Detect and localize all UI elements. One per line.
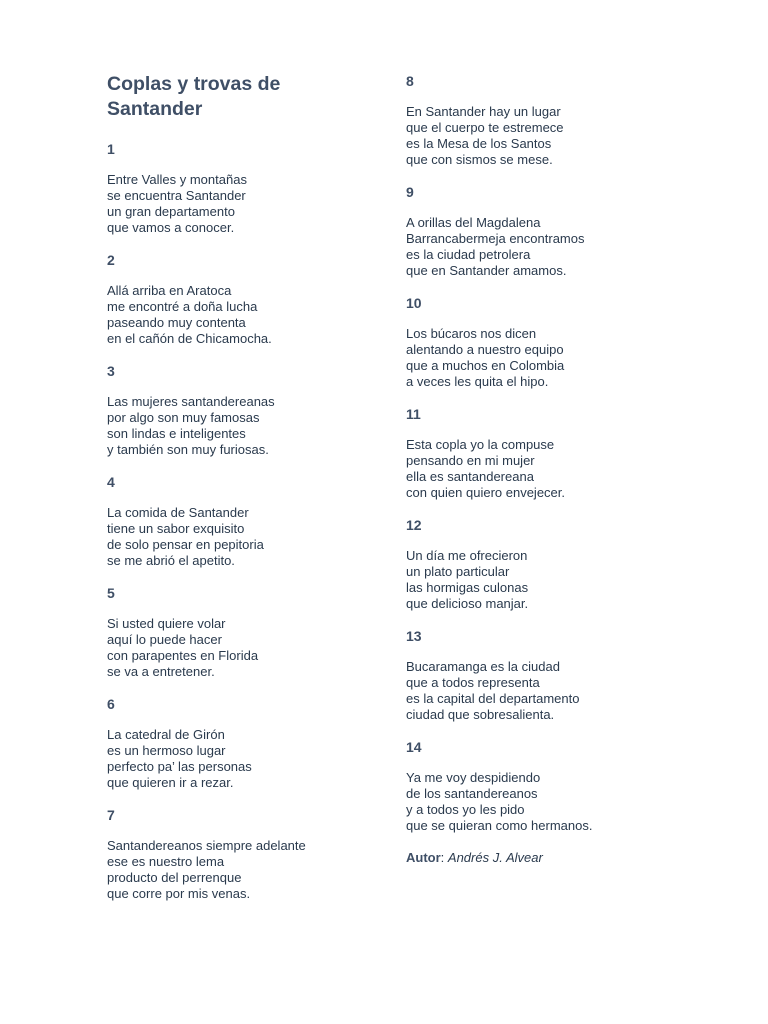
verse-line: ella es santandereana bbox=[406, 469, 534, 484]
verse-line: por algo son muy famosas bbox=[107, 410, 260, 425]
verse-line: se encuentra Santander bbox=[107, 188, 246, 203]
left-column bbox=[107, 72, 367, 918]
stanza-number: 5 bbox=[107, 585, 115, 601]
stanza-number: 7 bbox=[107, 807, 115, 823]
verse-line: es un hermoso lugar bbox=[107, 743, 226, 758]
verse-line: La comida de Santander bbox=[107, 505, 249, 520]
stanza-number: 14 bbox=[406, 739, 422, 755]
stanza-lines bbox=[406, 104, 726, 168]
stanza-number: 13 bbox=[406, 628, 422, 644]
verse-line: paseando muy contenta bbox=[107, 315, 246, 330]
verse-line: tiene un sabor exquisito bbox=[107, 521, 245, 536]
verse-line: Ya me voy despidiendo bbox=[406, 770, 541, 785]
stanza bbox=[406, 73, 726, 168]
author-separator: : bbox=[440, 850, 448, 865]
verse-line: de solo pensar en pepitoria bbox=[107, 537, 264, 552]
stanza-number: 3 bbox=[107, 363, 115, 379]
verse-line: es la Mesa de los Santos bbox=[406, 136, 552, 151]
stanza-number: 10 bbox=[406, 295, 422, 311]
verse-line: que vamos a conocer. bbox=[107, 220, 235, 235]
verse-line: Santandereanos siempre adelante bbox=[107, 838, 306, 853]
verse-line: Barrancabermeja encontramos bbox=[406, 231, 585, 246]
verse-line: son lindas e inteligentes bbox=[107, 426, 246, 441]
verse-line: A orillas del Magdalena bbox=[406, 215, 541, 230]
verse-line: Los búcaros nos dicen bbox=[406, 326, 537, 341]
stanza bbox=[406, 406, 726, 501]
stanza bbox=[107, 807, 367, 902]
verse-line: que quieren ir a rezar. bbox=[107, 775, 234, 790]
author-credit bbox=[406, 850, 726, 866]
stanza bbox=[406, 295, 726, 390]
verse-line: producto del perrenque bbox=[107, 870, 242, 885]
verse-line: que corre por mis venas. bbox=[107, 886, 251, 901]
verse-line: Si usted quiere volar bbox=[107, 616, 226, 631]
verse-line: que con sismos se mese. bbox=[406, 152, 553, 167]
stanza bbox=[107, 363, 367, 458]
stanza-lines bbox=[406, 326, 726, 390]
right-column bbox=[406, 72, 726, 866]
stanza-lines bbox=[406, 437, 726, 501]
stanza-lines bbox=[107, 838, 367, 902]
verse-line: se me abrió el apetito. bbox=[107, 553, 235, 568]
stanza-lines bbox=[406, 770, 726, 834]
stanza-number: 2 bbox=[107, 252, 115, 268]
verse-line: es la ciudad petrolera bbox=[406, 247, 531, 262]
verse-line: es la capital del departamento bbox=[406, 691, 580, 706]
verse-line: La catedral de Girón bbox=[107, 727, 225, 742]
page-title: Coplas y trovas de Santander bbox=[107, 73, 281, 120]
verse-line: con quien quiero envejecer. bbox=[406, 485, 566, 500]
verse-line: alentando a nuestro equipo bbox=[406, 342, 564, 357]
right-stanza-list bbox=[406, 73, 726, 834]
stanza-lines bbox=[107, 172, 367, 236]
verse-line: que se quieran como hermanos. bbox=[406, 818, 593, 833]
verse-line: que delicioso manjar. bbox=[406, 596, 529, 611]
stanza bbox=[107, 141, 367, 236]
verse-line: pensando en mi mujer bbox=[406, 453, 535, 468]
verse-line: un plato particular bbox=[406, 564, 510, 579]
stanza-lines bbox=[107, 283, 367, 347]
verse-line: a veces les quita el hipo. bbox=[406, 374, 549, 389]
stanza bbox=[406, 628, 726, 723]
verse-line: que en Santander amamos. bbox=[406, 263, 567, 278]
stanza-number: 12 bbox=[406, 517, 422, 533]
verse-line: En Santander hay un lugar bbox=[406, 104, 561, 119]
verse-line: y también son muy furiosas. bbox=[107, 442, 269, 457]
author-name: Andrés J. Alvear bbox=[447, 850, 543, 865]
stanza bbox=[406, 184, 726, 279]
verse-line: Entre Valles y montañas bbox=[107, 172, 247, 187]
stanza-lines bbox=[107, 394, 367, 458]
author-label: Autor bbox=[406, 850, 441, 865]
verse-line: que a todos representa bbox=[406, 675, 540, 690]
stanza-number: 1 bbox=[107, 141, 115, 157]
verse-line: con parapentes en Florida bbox=[107, 648, 259, 663]
verse-line: ciudad que sobresalienta. bbox=[406, 707, 555, 722]
stanza-lines bbox=[107, 505, 367, 569]
stanza bbox=[107, 585, 367, 680]
stanza bbox=[107, 252, 367, 347]
verse-line: Allá arriba en Aratoca bbox=[107, 283, 232, 298]
verse-line: ese es nuestro lema bbox=[107, 854, 225, 869]
stanza-number: 4 bbox=[107, 474, 115, 490]
verse-line: perfecto pa’ las personas bbox=[107, 759, 252, 774]
stanza-number: 8 bbox=[406, 73, 414, 89]
verse-line: que el cuerpo te estremece bbox=[406, 120, 564, 135]
stanza-lines bbox=[406, 215, 726, 279]
verse-line: Bucaramanga es la ciudad bbox=[406, 659, 560, 674]
verse-line: Las mujeres santandereanas bbox=[107, 394, 275, 409]
stanza bbox=[107, 474, 367, 569]
left-stanza-list bbox=[107, 141, 367, 902]
verse-line: en el cañón de Chicamocha. bbox=[107, 331, 272, 346]
verse-line: las hormigas culonas bbox=[406, 580, 529, 595]
stanza bbox=[107, 696, 367, 791]
verse-line: se va a entretener. bbox=[107, 664, 215, 679]
verse-line: Esta copla yo la compuse bbox=[406, 437, 555, 452]
verse-line: que a muchos en Colombia bbox=[406, 358, 565, 373]
verse-line: de los santandereanos bbox=[406, 786, 538, 801]
verse-line: Un día me ofrecieron bbox=[406, 548, 528, 563]
stanza-lines bbox=[107, 727, 367, 791]
stanza bbox=[406, 517, 726, 612]
stanza-number: 6 bbox=[107, 696, 115, 712]
verse-line: me encontré a doña lucha bbox=[107, 299, 258, 314]
verse-line: y a todos yo les pido bbox=[406, 802, 525, 817]
stanza-number: 11 bbox=[406, 406, 421, 422]
stanza-lines bbox=[406, 548, 726, 612]
stanza-lines bbox=[406, 659, 726, 723]
stanza bbox=[406, 739, 726, 834]
verse-line: aquí lo puede hacer bbox=[107, 632, 222, 647]
stanza-number: 9 bbox=[406, 184, 414, 200]
stanza-lines bbox=[107, 616, 367, 680]
verse-line: un gran departamento bbox=[107, 204, 235, 219]
